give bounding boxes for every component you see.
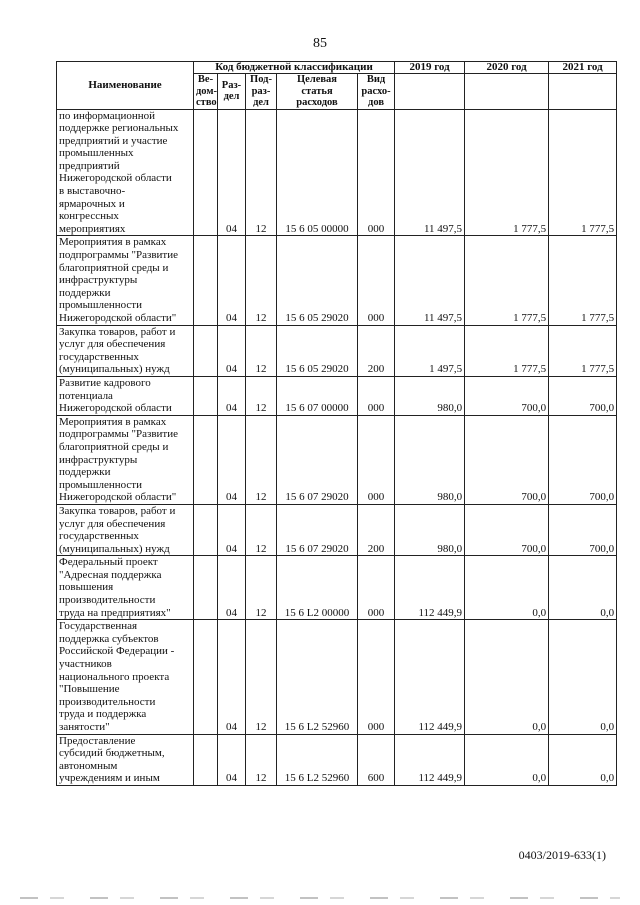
row-podrazdel: 12 (246, 734, 277, 785)
row-vid-rashodov: 200 (358, 325, 395, 376)
row-2019: 112 449,9 (395, 620, 465, 734)
row-celevaya-statya: 15 6 L2 52960 (277, 734, 358, 785)
row-vid-rashodov: 600 (358, 734, 395, 785)
row-razdel: 04 (218, 236, 246, 325)
table-row (57, 376, 617, 415)
row-2020: 1 777,5 (465, 236, 549, 325)
row-celevaya-statya: 15 6 05 00000 (277, 109, 358, 236)
row-razdel: 04 (218, 620, 246, 734)
header-2019-empty (395, 74, 465, 110)
row-vid-rashodov: 000 (358, 556, 395, 620)
row-2020: 1 777,5 (465, 325, 549, 376)
row-vedomstvo (194, 325, 218, 376)
row-name: Закупка товаров, работ и услуг для обеспечения государственных (муниципальных) нужд (57, 504, 194, 555)
row-name: по информационной поддержке региональных предприятий и участие промышленных предприятий Нижегородской области в выставочно- ярмарочных и конгрессных мероприятиях (57, 109, 194, 236)
row-2020: 0,0 (465, 620, 549, 734)
row-2021: 0,0 (549, 556, 617, 620)
header-2021-empty (549, 74, 617, 110)
header-celevaya-statya: Целевая статья расходов (277, 74, 358, 110)
row-razdel: 04 (218, 109, 246, 236)
row-2020: 700,0 (465, 504, 549, 555)
row-podrazdel: 12 (246, 620, 277, 734)
row-2019: 980,0 (395, 415, 465, 504)
header-name: Наименование (57, 62, 194, 110)
row-2020: 700,0 (465, 376, 549, 415)
table-row (57, 734, 617, 785)
header-2020-empty (465, 74, 549, 110)
header-2019: 2019 год (395, 62, 465, 74)
table-row (57, 504, 617, 555)
row-vedomstvo (194, 236, 218, 325)
row-vedomstvo (194, 734, 218, 785)
row-2020: 0,0 (465, 734, 549, 785)
row-2021: 1 777,5 (549, 325, 617, 376)
row-vedomstvo (194, 376, 218, 415)
row-name: Предоставление субсидий бюджетным, автономным учреждениям и иным (57, 734, 194, 785)
header-2021: 2021 год (549, 62, 617, 74)
row-name: Федеральный проект "Адресная поддержка повышения производительности труда на предприятиях" (57, 556, 194, 620)
row-vedomstvo (194, 415, 218, 504)
row-celevaya-statya: 15 6 L2 00000 (277, 556, 358, 620)
row-vid-rashodov: 000 (358, 109, 395, 236)
row-podrazdel: 12 (246, 325, 277, 376)
row-2019: 980,0 (395, 504, 465, 555)
table-row (57, 236, 617, 325)
row-2019: 11 497,5 (395, 236, 465, 325)
row-name: Мероприятия в рамках подпрограммы "Развитие благоприятной среды и инфраструктуры поддержки промышленности Нижегородской области" (57, 236, 194, 325)
row-name: Развитие кадрового потенциала Нижегородской области (57, 376, 194, 415)
budget-table (56, 61, 617, 786)
row-podrazdel: 12 (246, 236, 277, 325)
row-podrazdel: 12 (246, 415, 277, 504)
row-vedomstvo (194, 504, 218, 555)
row-2021: 1 777,5 (549, 236, 617, 325)
row-celevaya-statya: 15 6 07 29020 (277, 415, 358, 504)
row-vedomstvo (194, 620, 218, 734)
row-2021: 0,0 (549, 734, 617, 785)
row-podrazdel: 12 (246, 504, 277, 555)
row-2019: 980,0 (395, 376, 465, 415)
header-vedomstvo: Ве- дом- ство (194, 74, 218, 110)
row-podrazdel: 12 (246, 376, 277, 415)
row-vid-rashodov: 000 (358, 620, 395, 734)
table-row (57, 325, 617, 376)
row-2020: 1 777,5 (465, 109, 549, 236)
row-name: Мероприятия в рамках подпрограммы "Развитие благоприятной среды и инфраструктуры поддержки промышленности Нижегородской области" (57, 415, 194, 504)
row-2021: 1 777,5 (549, 109, 617, 236)
row-razdel: 04 (218, 376, 246, 415)
row-razdel: 04 (218, 415, 246, 504)
row-vid-rashodov: 000 (358, 236, 395, 325)
row-celevaya-statya: 15 6 05 29020 (277, 236, 358, 325)
row-name: Государственная поддержка субъектов Российской Федерации - участников национального проекта "Повышение производительности труда и поддержка занятости" (57, 620, 194, 734)
row-vid-rashodov: 000 (358, 376, 395, 415)
row-vedomstvo (194, 109, 218, 236)
table-row (57, 109, 617, 236)
row-razdel: 04 (218, 504, 246, 555)
row-2020: 0,0 (465, 556, 549, 620)
row-2021: 700,0 (549, 504, 617, 555)
header-razdel: Раз- дел (218, 74, 246, 110)
document-code: 0403/2019-633(1) (518, 848, 606, 862)
page-number: 85 (313, 36, 327, 51)
row-razdel: 04 (218, 734, 246, 785)
row-2021: 0,0 (549, 620, 617, 734)
table-row (57, 415, 617, 504)
row-name: Закупка товаров, работ и услуг для обеспечения государственных (муниципальных) нужд (57, 325, 194, 376)
row-2021: 700,0 (549, 415, 617, 504)
row-vedomstvo (194, 556, 218, 620)
row-2019: 112 449,9 (395, 556, 465, 620)
row-celevaya-statya: 15 6 05 29020 (277, 325, 358, 376)
header-budget-code-group: Код бюджетной классификации (194, 62, 395, 74)
row-2019: 1 497,5 (395, 325, 465, 376)
row-celevaya-statya: 15 6 07 00000 (277, 376, 358, 415)
row-podrazdel: 12 (246, 556, 277, 620)
row-razdel: 04 (218, 556, 246, 620)
header-vid-rashodov: Вид расхо- дов (358, 74, 395, 110)
header-2020: 2020 год (465, 62, 549, 74)
header-podrazdel: Под- раз- дел (246, 74, 277, 110)
row-2020: 700,0 (465, 415, 549, 504)
row-podrazdel: 12 (246, 109, 277, 236)
row-razdel: 04 (218, 325, 246, 376)
table-row (57, 556, 617, 620)
row-celevaya-statya: 15 6 07 29020 (277, 504, 358, 555)
table-row (57, 620, 617, 734)
row-vid-rashodov: 200 (358, 504, 395, 555)
row-2019: 112 449,9 (395, 734, 465, 785)
row-vid-rashodov: 000 (358, 415, 395, 504)
scan-artifact-line (20, 897, 620, 899)
row-2019: 11 497,5 (395, 109, 465, 236)
row-celevaya-statya: 15 6 L2 52960 (277, 620, 358, 734)
row-2021: 700,0 (549, 376, 617, 415)
